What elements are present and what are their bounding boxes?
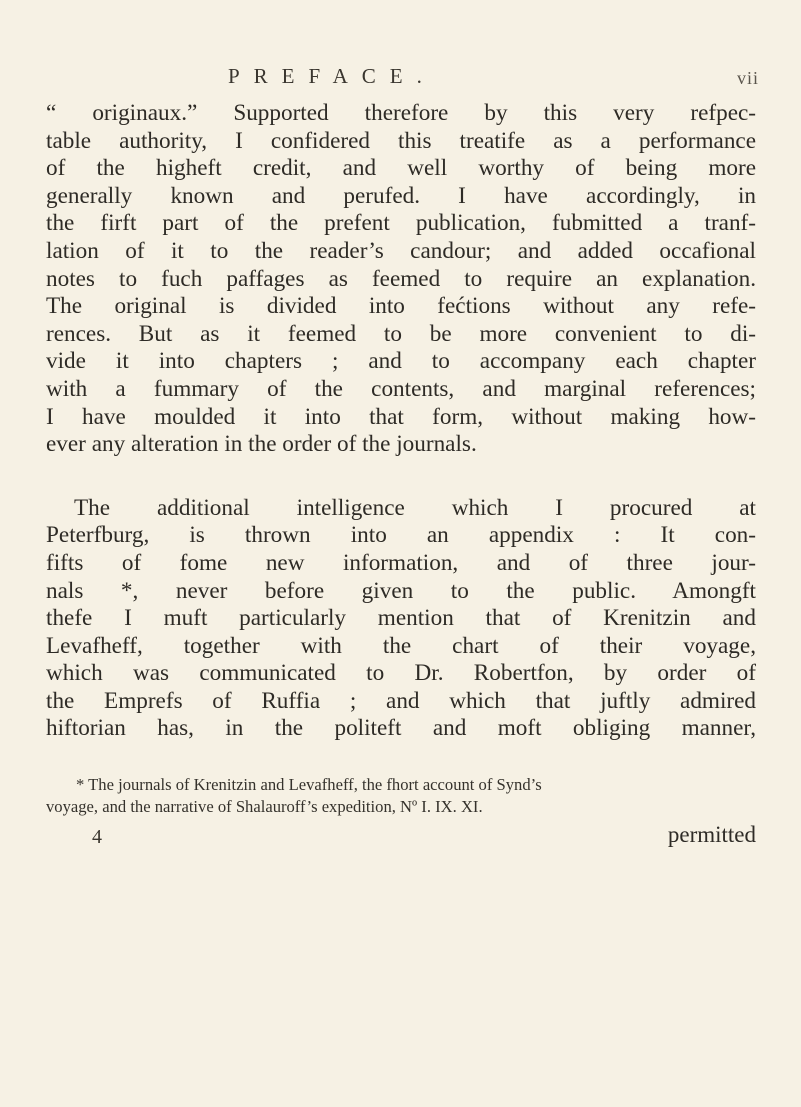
footnote-line: * The journals of Krenitzin and Levafheff, the fhort account of Synd’s (76, 775, 542, 794)
text-line: “ originaux.” Supported therefore by this very refpec- (46, 100, 756, 126)
text-line: which was communicated to Dr. Robertfon, by order of (46, 660, 756, 687)
text-line: rences. But as it feemed to be more convenient to di- (46, 320, 756, 347)
text-line: of the higheft credit, and well worthy of being more (46, 155, 756, 182)
text-line: ever any alteration in the order of the journals. (46, 431, 477, 458)
text-line: fifts of fome new information, and of three jour- (46, 549, 756, 576)
text-line: The original is divided into fećtions without any refe- (46, 293, 756, 320)
text-line: thefe I muft particularly mention that of Krenitzin and (46, 605, 756, 632)
footnote (46, 774, 756, 818)
text-line: lation of it to the reader’s candour; and added occafional (46, 237, 756, 264)
paragraph (46, 100, 756, 459)
text-line: generally known and perufed. I have accordingly, in (46, 182, 756, 209)
paragraph (46, 495, 756, 743)
text-line: hiftorian has, in the politeft and moft obliging manner, (46, 715, 756, 742)
signature-mark: 4 (92, 826, 102, 848)
text-line: the Emprefs of Ruffia ; and which that juftly admired (46, 687, 756, 714)
footnote-line: voyage, and the narrative of Shalauroff’s expedition, Nº I. IX. XI. (46, 797, 483, 816)
text-line: Levafheff, together with the chart of their voyage, (46, 632, 756, 659)
text-line: I have moulded it into that form, without making how- (46, 403, 756, 430)
page-number: vii (736, 68, 759, 88)
text-line: notes to fuch paffages as feemed to require an explanation. (46, 265, 756, 292)
text-line: nals *, never before given to the public. Amongft (46, 577, 756, 604)
text-line: vide it into chapters ; and to accompany each chapter (46, 348, 756, 375)
running-title: PREFACE. (228, 64, 436, 88)
main-text (46, 100, 756, 743)
text-line: with a fummary of the contents, and marginal references; (46, 375, 756, 402)
text-line: The additional intelligence which I procured at (74, 494, 756, 521)
text-line: Peterfburg, is thrown into an appendix : It con- (46, 522, 756, 549)
text-line: the firft part of the prefent publication, fubmitted a tranf- (46, 210, 756, 237)
catchword: permitted (667, 822, 756, 847)
text-line: table authority, I confidered this treatife as a performance (46, 127, 756, 154)
